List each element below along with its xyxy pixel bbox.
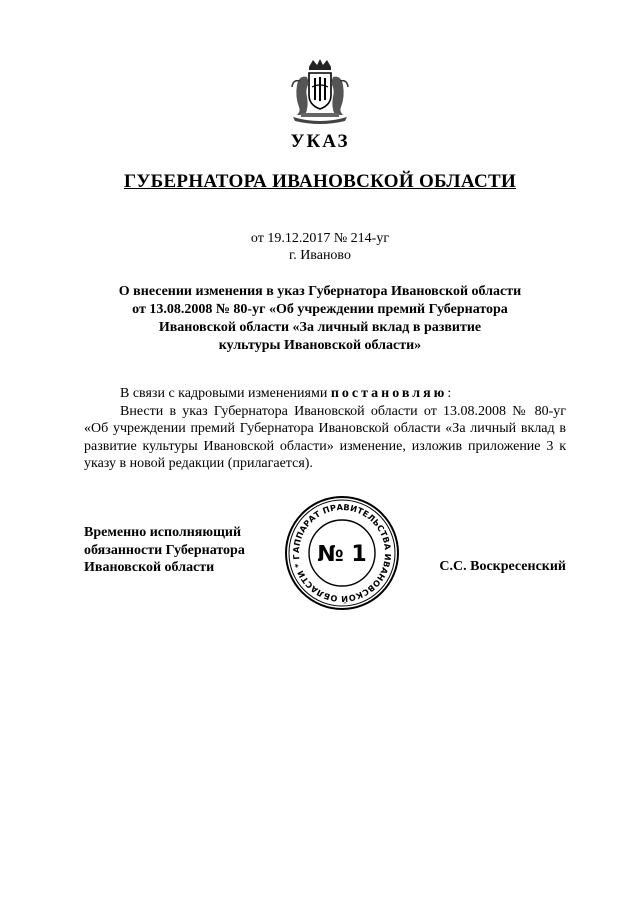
position-line: Временно исполняющий bbox=[84, 525, 242, 540]
date-and-place bbox=[0, 230, 640, 264]
authority-title: ГУБЕРНАТОРА ИВАНОВСКОЙ ОБЛАСТИ bbox=[123, 171, 517, 192]
coat-of-arms-icon bbox=[287, 57, 353, 125]
subject-line: О внесении изменения в указ Губернатора Ивановской области bbox=[118, 284, 522, 299]
date-number: от 19.12.2017 № 214-уг bbox=[250, 231, 390, 246]
stamp-number: № 1 bbox=[317, 542, 367, 567]
position-line: Ивановской области bbox=[84, 560, 215, 575]
preamble-text: В связи с кадровыми изменениями bbox=[120, 386, 331, 401]
decree-body bbox=[84, 385, 566, 473]
position-line: обязанности Губернатора bbox=[84, 542, 245, 558]
main-paragraph: Внести в указ Губернатора Ивановской области от 13.08.2008 № 80-уг «Об учреждении премий Губернатора Ивановской области «За личный вклад в развитие культуры Ивановской области» изменение, изложив приложение 3 к указу в новой редакции (прилагается). bbox=[84, 403, 566, 471]
subject-line: культуры Ивановской области» bbox=[218, 338, 422, 353]
signer-position bbox=[84, 524, 284, 577]
signer-name: С.С. Воскресенский bbox=[439, 559, 566, 574]
subject-line: Ивановской области «За личный вклад в развитие bbox=[158, 320, 482, 335]
document-type-title: УКАЗ bbox=[290, 131, 350, 152]
subject-line: от 13.08.2008 № 80-уг «Об учреждении премий Губернатора bbox=[132, 302, 508, 317]
preamble-end: : bbox=[447, 386, 452, 401]
decree-subject bbox=[80, 283, 560, 355]
resolve-word: постановляю bbox=[330, 386, 448, 401]
city: г. Иваново bbox=[289, 248, 351, 263]
official-stamp bbox=[283, 494, 401, 612]
stamp-ring-text: АППАРАТ ПРАВИТЕЛЬСТВА ИВАНОВСКОЙ ОБЛАСТИ * Г bbox=[290, 501, 394, 605]
preamble bbox=[84, 385, 566, 403]
